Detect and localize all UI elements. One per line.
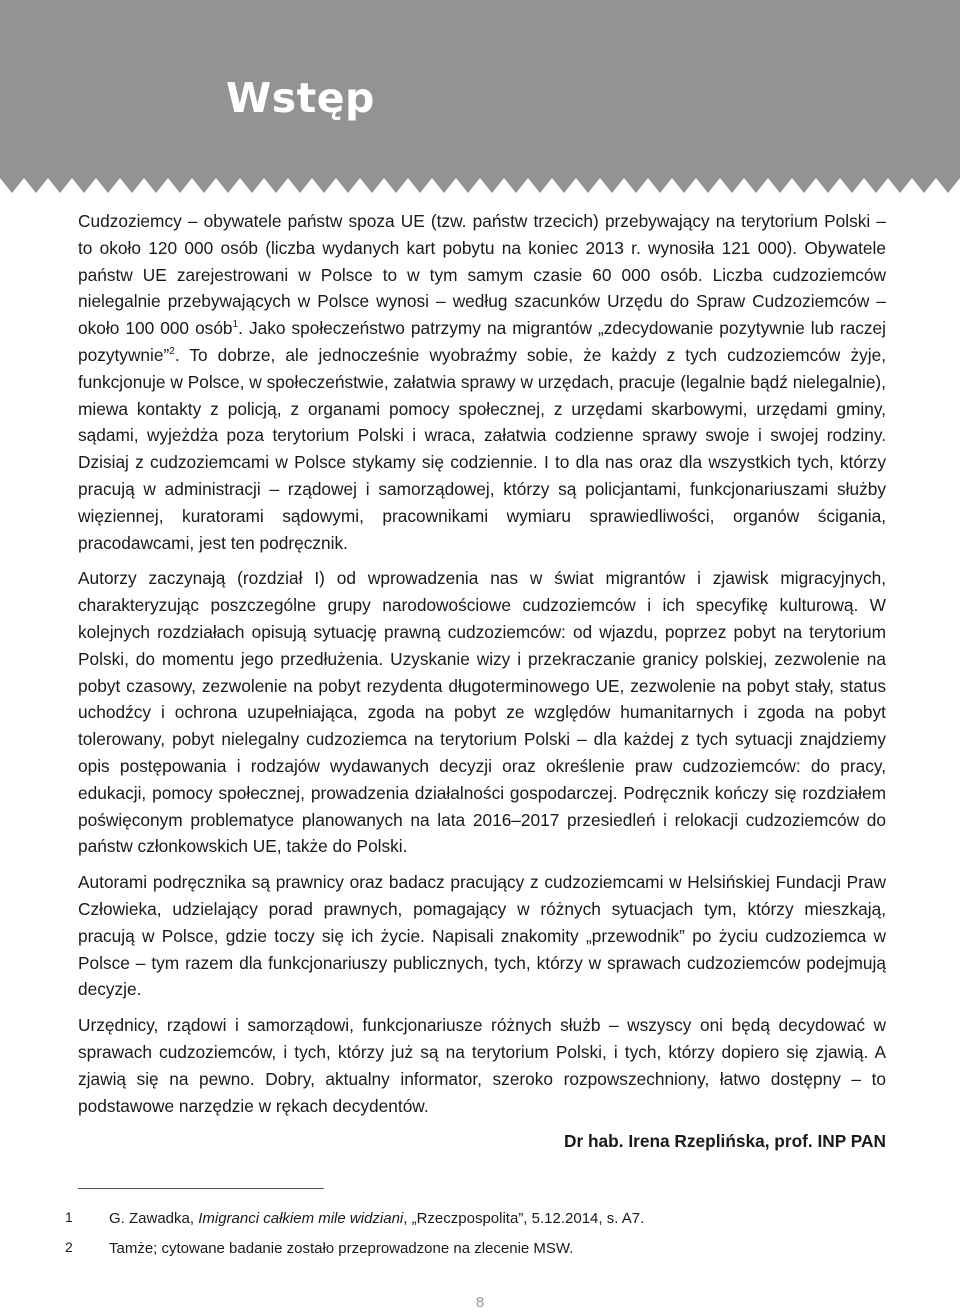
paragraph-1-part-b: . Jako społeczeństwo patrzymy na migrantów „zdecydowanie pozytywnie lub raczej pozytywnie” [78,318,886,365]
paragraph-1 [78,208,886,556]
paragraph-1-part-a: Cudzoziemcy – obywatele państw spoza UE (tzw. państw trzecich) przebywający na terytorium Polski – to około 120 000 osób (liczba wydanych kart pobytu na koniec 2013 r. wynosiła 121 000). Obywatele państw UE zarejestrowani w Polsce to w tym samym czasie 60 000 osób. Liczba cudzoziemców nielegalnie przebywających w Polsce wynosi – według szacunków Urzędu do Spraw Cudzoziemców – około 100 000 osób [78,211,886,339]
header-band [0,0,960,195]
footnote-1-author: G. Zawadka, [109,1210,199,1227]
footnote-1-title: Imigranci całkiem mile widziani [198,1210,404,1227]
page-number: 8 [475,1294,485,1311]
footnote-ref-2[interactable]: 2 [169,345,175,357]
header-zigzag-band [0,0,960,195]
footnote-2 [65,1234,895,1264]
author-signature: Dr hab. Irena Rzeplińska, prof. INP PAN [563,1131,886,1152]
footnote-1-source: , „Rzeczpospolita”, 5.12.2014, s. A7. [403,1210,645,1227]
paragraph-3: Autorami podręcznika są prawnicy oraz badacz pracujący z cudzoziemcami w Helsińskiej Fundacji Praw Człowieka, udzielający porad prawnych, pomagający w różnych sytuacjach tym, którzy mieszkają, pracują w Polsce, gdzie toczy się ich życie. Napisali znakomity „przewodnik” po życiu cudzoziemca w Polsce – tym razem dla funkcjonariuszy publicznych, tych, którzy w sprawach cudzoziemców podejmują decyzje. [78,872,886,1000]
footnote-text [109,1206,644,1232]
main-text [78,208,886,1154]
footnote-number: 2 [65,1239,73,1255]
footnote-number: 1 [65,1209,73,1225]
page-title: Wstęp [226,74,375,122]
paragraph-2: Autorzy zaczynają (rozdział I) od wprowadzenia nas w świat migrantów i zjawisk migracyjnych, charakteryzując poszczególne grupy narodowościowe cudzoziemców i ich specyfikę kulturową. W kolejnych rozdziałach opisują sytuację prawną cudzoziemców: od wjazdu, poprzez pobyt na terytorium Polski, do momentu jego przedłużenia. Uzyskanie wizy i przekraczanie granicy polskiej, zezwolenie na pobyt czasowy, zezwolenie na pobyt rezydenta długoterminowego UE, zezwolenie na pobyt stały, status uchodźcy i ochrona uzupełniająca, zgoda na pobyt ze względów humanitarnych i zgoda na pobyt tolerowany, pobyt nielegalny cudzoziemca na terytorium Polski – dla każdej z tych sytuacji znajdziemy opis postępowania i rodzajów wydawanych decyzji oraz określenie praw cudzoziemców: do pracy, edukacji, pomocy społecznej, prowadzenia działalności gospodarczej. Podręcznik kończy się rozdziałem poświęconym problematyce planowanych na lata 2016–2017 przesiedleń i relokacji cudzoziemców do państw członkowskich UE, także do Polski. [78,568,886,857]
paragraph-4: Urzędnicy, rządowi i samorządowi, funkcjonariusze różnych służb – wszyscy oni będą decydować w sprawach cudzoziemców, i tych, którzy już są na terytorium Polski, i tych, którzy dopiero się zjawią. A zjawią się na pewno. Dobry, aktualny informator, szeroko rozpowszechniony, łatwo dostępny – to podstawowe narzędzie w rękach decydentów. [78,1015,886,1116]
footnote-divider [78,1188,324,1189]
paragraph-1-part-c: . To dobrze, ale jednocześnie wyobraźmy sobie, że każdy z tych cudzoziemców żyje, funkcjonuje w Polsce, w społeczeństwie, załatwia sprawy w urzędach, pracuje (legalnie bądź nielegalnie), miewa kontakty z policją, z organami pomocy społecznej, z urzędami skarbowymi, urzędami gminy, sądami, wyjeżdża poza terytorium Polski i wraca, załatwia codzienne sprawy swoje i swojej rodziny. Dzisiaj z cudzoziemcami w Polsce stykamy się codziennie. I to dla nas oraz dla wszystkich tych, którzy pracują w administracji – rządowej i samorządowej, którzy są policjantami, funkcjonariuszami służby więziennej, kuratorami sądowymi, pracownikami wymiaru sprawiedliwości, organów ścigania, pracodawcami, jest ten podręcznik. [78,344,886,553]
footnote-text: Tamże; cytowane badanie zostało przeprowadzone na zlecenie MSW. [109,1240,574,1257]
footnote-ref-1[interactable]: 1 [232,319,239,331]
footnotes [65,1204,895,1264]
footnote-1 [65,1204,895,1234]
